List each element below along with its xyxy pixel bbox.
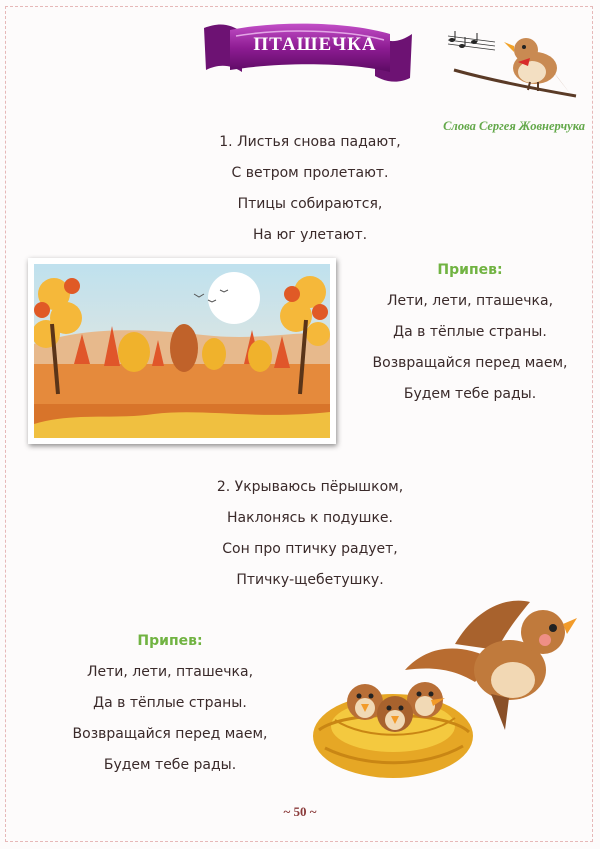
verse-line: Птицы собираются, — [237, 196, 383, 212]
verse-line: Наклонясь к подушке. — [227, 510, 393, 526]
chorus-line: Будем тебе рады. — [103, 757, 237, 773]
chorus-2 — [40, 626, 300, 781]
chorus-line: Да в тёплые страны. — [393, 324, 547, 340]
verse-text: Укрываюсь пёрышком, — [234, 479, 404, 495]
singing-bird-illustration — [440, 26, 580, 116]
verse-line: Сон про птичку радует, — [222, 541, 398, 557]
verse-number: 1. — [219, 134, 233, 150]
verse-line — [180, 472, 440, 503]
chorus-line: Возвращайся перед маем, — [72, 726, 268, 742]
verse-line: С ветром пролетают. — [231, 165, 389, 181]
verse-2 — [180, 472, 440, 596]
verse-number: 2. — [216, 479, 231, 495]
verse-1 — [180, 127, 440, 251]
verse-text: Листья снова падают, — [237, 134, 401, 150]
page-number: ~ 50 ~ — [283, 804, 317, 819]
song-title: ПТАШЕЧКА — [253, 34, 377, 55]
chorus-line: Да в тёплые страны. — [93, 695, 247, 711]
chorus-line: Будем тебе рады. — [403, 386, 537, 402]
autumn-landscape-illustration — [34, 264, 330, 438]
verse-line: Птичку-щебетушку. — [236, 572, 384, 588]
chorus-title: Припев: — [137, 633, 203, 649]
verse-line: На юг улетают. — [252, 227, 368, 243]
chorus-line: Лети, лети, пташечка, — [386, 293, 554, 309]
chorus-line: Лети, лети, пташечка, — [86, 664, 254, 680]
bird-and-nest-illustration — [305, 590, 595, 790]
chorus-title: Припев: — [437, 262, 503, 278]
autumn-landscape-photo — [28, 258, 336, 444]
verse-line — [180, 127, 440, 158]
chorus-1 — [350, 255, 590, 410]
chorus-line: Возвращайся перед маем, — [372, 355, 568, 371]
author-credit: Слова Сергея Жовнерчука — [443, 119, 585, 133]
